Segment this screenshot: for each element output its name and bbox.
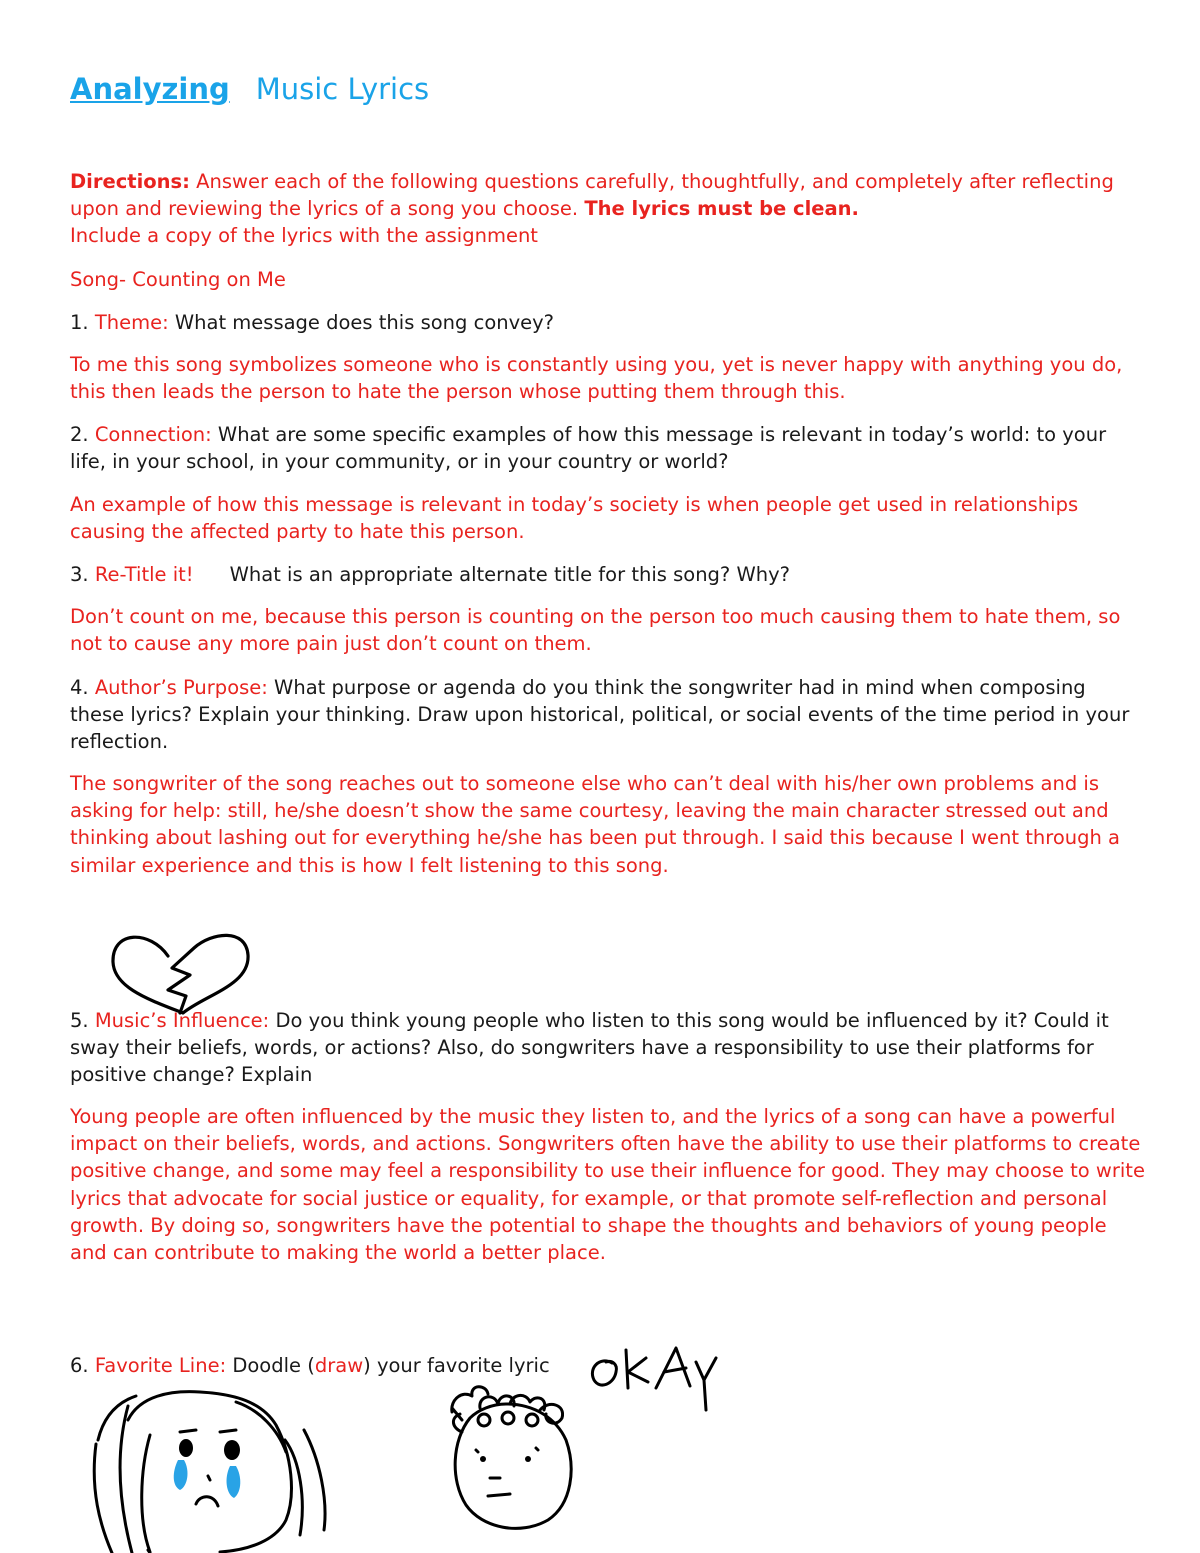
question-number: 4. <box>70 676 95 699</box>
title-analyzing: Analyzing <box>70 72 230 106</box>
directions-text: Answer each of the following questions carefully, thoughtfully, and completely after reflecting upon and reviewing the lyrics of a song you choose. <box>70 170 1114 221</box>
question-label: Author’s Purpose: <box>94 676 268 699</box>
question-label: Favorite Line: <box>94 1354 227 1377</box>
question-number: 2. <box>70 423 95 446</box>
question-label: Re-Title it! <box>94 563 194 586</box>
answer-5: Young people are often influenced by the music they listen to, and the lyrics of a song can have a powerful impact on their beliefs, words, and actions. Songwriters often have the ability to use their platforms to create positive change, and some may feel a responsibility to use their influence for good. They may choose to write lyrics that advocate for social justice or equality, for example, or that promote self-reflection and personal growth. By doing so, songwriters have the potential to shape the thoughts and behaviors of young people and can contribute to making the world a better place. <box>70 1105 1145 1265</box>
question-prompt: What are some specific examples of how this message is relevant in today’s world: to your life, in your school, in your community, or in your country or world? <box>70 423 1107 474</box>
answer-3: Don’t count on me, because this person is counting on the person too much causing them to hate them, so not to cause any more pain just don’t count on them. <box>70 605 1121 656</box>
question-label: Connection: <box>94 423 212 446</box>
question-number: 6. <box>70 1354 95 1377</box>
answer-1: To me this song symbolizes someone who is constantly using you, yet is never happy with anything you do, this then leads the person to hate the person whose putting them through this. <box>70 353 1123 404</box>
eye-doodles <box>179 1439 240 1460</box>
answer-4: The songwriter of the song reaches out to someone else who can’t deal with his/her own problems and is asking for help: still, he/she doesn’t show the same courtesy, leaving the main character stressed out and thinking about lashing out for everything he/she has been put through. I said this because I went through a similar experience and this is how I felt listening to this song. <box>70 772 1121 877</box>
answer-2: An example of how this message is relevant in today’s society is when people get used in relationships causing the affected party to hate this person. <box>70 493 1079 544</box>
tear-doodles <box>174 1460 241 1498</box>
directions-label: Directions: <box>70 170 190 193</box>
sad-face-doodle <box>94 1392 325 1553</box>
question-label: Music’s Influence: <box>94 1009 270 1032</box>
title-music-lyrics: Music Lyrics <box>255 72 430 106</box>
question-prompt-pre: Doodle ( <box>226 1354 315 1377</box>
directions-emphasis: The lyrics must be clean. <box>584 197 859 221</box>
handwriting-okay <box>592 1348 716 1410</box>
question-number: 1. <box>70 311 95 334</box>
question-prompt: What is an appropriate alternate title for this song? Why? <box>229 563 791 586</box>
question-prompt: What message does this song convey? <box>168 311 555 334</box>
draw-word: draw <box>314 1354 364 1377</box>
directions-line2: Include a copy of the lyrics with the assignment <box>70 224 538 248</box>
question-label: Theme: <box>94 311 169 334</box>
broken-heart-doodle <box>113 935 248 1013</box>
question-prompt: What purpose or agenda do you think the songwriter had in mind when composing these lyrics? Explain your thinking. Draw upon historical, political, or social events of the time period in your reflection. <box>70 676 1130 754</box>
question-prompt-post: ) your favorite lyric <box>363 1354 550 1377</box>
song-title: Song- Counting on Me <box>70 268 286 291</box>
neutral-face-doodle <box>452 1387 571 1529</box>
neutral-eyes-doodle <box>480 1456 531 1462</box>
question-prompt: Do you think young people who listen to this song would be influenced by it? Could it sway their beliefs, words, or actions? Also, do songwriters have a responsibility to use their platforms for positive change? Explain <box>70 1009 1109 1087</box>
question-number: 3. <box>70 563 95 586</box>
question-number: 5. <box>70 1009 95 1032</box>
